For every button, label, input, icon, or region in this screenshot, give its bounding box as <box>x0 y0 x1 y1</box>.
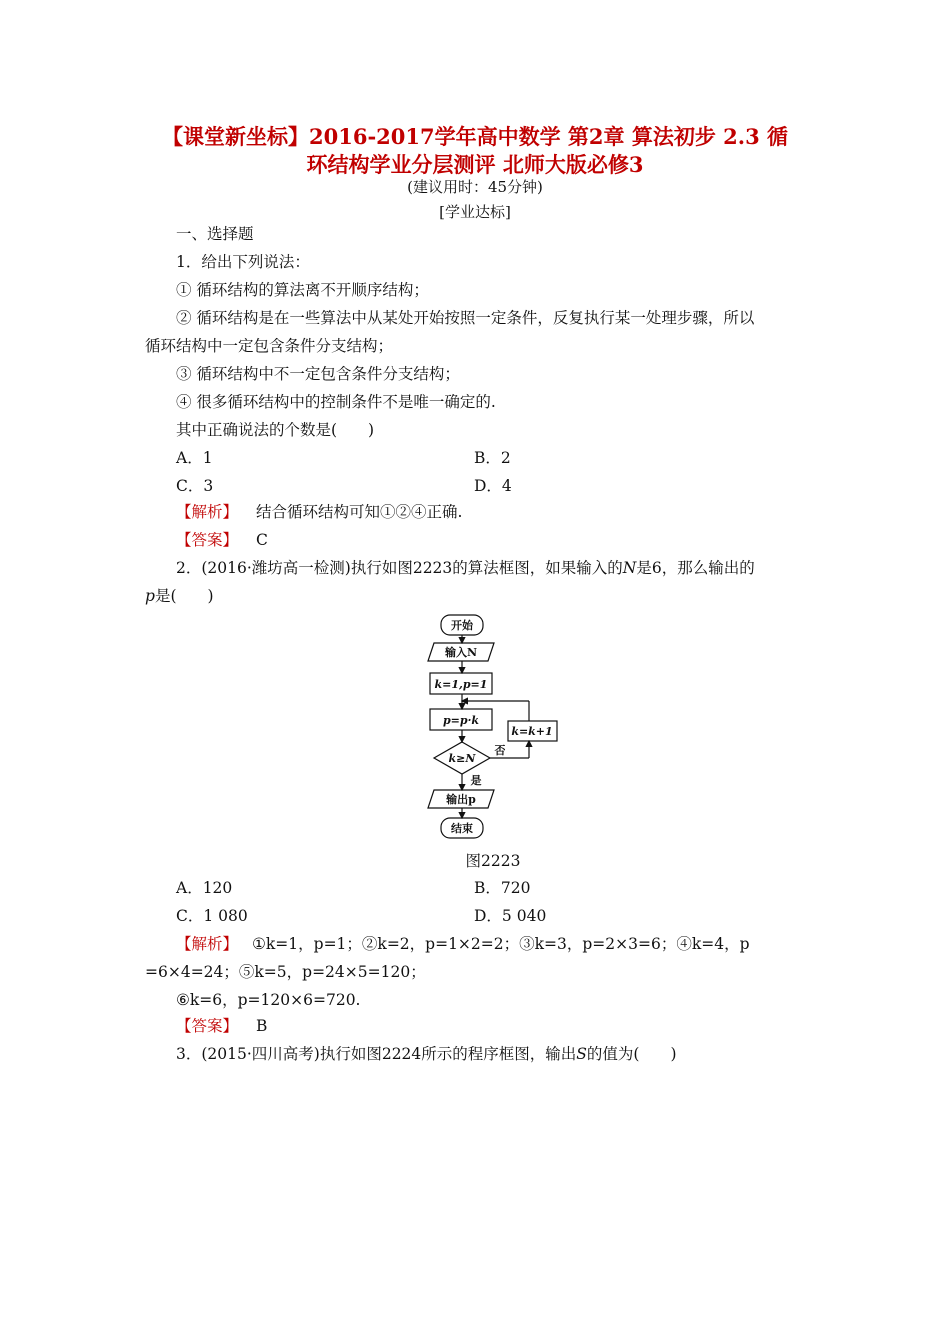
time-note: (建议用时：45分钟) <box>407 178 543 196</box>
q2-analysis-line3: ⑥k=6，p=120×6=720. <box>176 991 361 1009</box>
q2-option-b: B．720 <box>474 879 531 897</box>
q1-statement-2a: ② 循环结构是在一些算法中从某处开始按照一定条件，反复执行某一处理步骤，所以 <box>176 309 755 327</box>
q1-statement-4: ④ 很多循环结构中的控制条件不是唯一确定的. <box>176 393 496 411</box>
q2-analysis-line2: =6×4=24；⑤k=5，p=24×5=120； <box>145 963 426 981</box>
flowchart-2223 <box>420 610 570 845</box>
analysis-tag: 【解析】 <box>176 503 239 521</box>
section-heading: 一、选择题 <box>176 225 254 243</box>
flow-start-label: 开始 <box>451 619 473 632</box>
flow-input-label: 输入N <box>444 646 478 659</box>
q2-analysis-line1 <box>176 934 750 954</box>
q1-statement-2b: 循环结构中一定包含条件分支结构； <box>145 337 394 355</box>
answer-tag: 【答案】 <box>176 531 239 549</box>
flow-init-label: k=1,p=1 <box>434 678 488 691</box>
q1-option-d: D．4 <box>474 477 512 495</box>
q1-statement-3: ③ 循环结构中不一定包含条件分支结构； <box>176 365 460 383</box>
analysis-tag: 【解析】 <box>176 935 239 953</box>
q2-option-c: C．1 080 <box>176 907 248 925</box>
flow-increment-label: k=k+1 <box>511 725 553 738</box>
q3-stem: 3．(2015·四川高考)执行如图2224所示的程序框图，输出S的值为( ) <box>176 1045 677 1063</box>
flow-condition-label: k≥N <box>448 752 476 765</box>
answer-text: C <box>256 531 268 549</box>
flow-output-label: 输出p <box>446 793 476 806</box>
q1-option-a: A．1 <box>176 449 213 467</box>
flow-body-label: p=p·k <box>442 714 480 727</box>
q2-stem-line2: p是( ) <box>145 587 214 605</box>
q1-stem: 1．给出下列说法： <box>176 253 310 271</box>
q1-answer <box>176 530 268 550</box>
doc-title-line1: 【课堂新坐标】2016-2017学年高中数学 第2章 算法初步 2.3 循 <box>162 124 788 149</box>
doc-title-line2: 环结构学业分层测评 北师大版必修3 <box>306 152 644 177</box>
q2-answer <box>176 1016 267 1036</box>
q1-statement-1: ① 循环结构的算法离不开顺序结构； <box>176 281 429 299</box>
flow-end-label: 结束 <box>451 822 473 835</box>
q2-stem-line1: 2．(2016·潍坊高一检测)执行如图2223的算法框图，如果输入的N是6，那么输出的 <box>176 559 755 577</box>
flow-yes-label: 是 <box>470 774 482 787</box>
q1-option-b: B．2 <box>474 449 511 467</box>
q1-option-c: C．3 <box>176 477 214 495</box>
analysis-text: 结合循环结构可知①②④正确. <box>256 503 463 521</box>
analysis-text: ①k=1，p=1；②k=2，p=1×2=2；③k=3，p=2×3=6；④k=4，p <box>252 935 750 953</box>
q2-option-a: A．120 <box>176 879 233 897</box>
q1-analysis <box>176 502 462 522</box>
flow-no-label: 否 <box>494 744 506 757</box>
figure-caption: 图2223 <box>465 852 521 870</box>
q2-option-d: D．5 040 <box>474 907 547 925</box>
answer-tag: 【答案】 <box>176 1017 239 1035</box>
answer-text: B <box>256 1017 268 1035</box>
level-label: [学业达标] <box>439 203 511 221</box>
q1-question: 其中正确说法的个数是( ) <box>176 421 375 439</box>
